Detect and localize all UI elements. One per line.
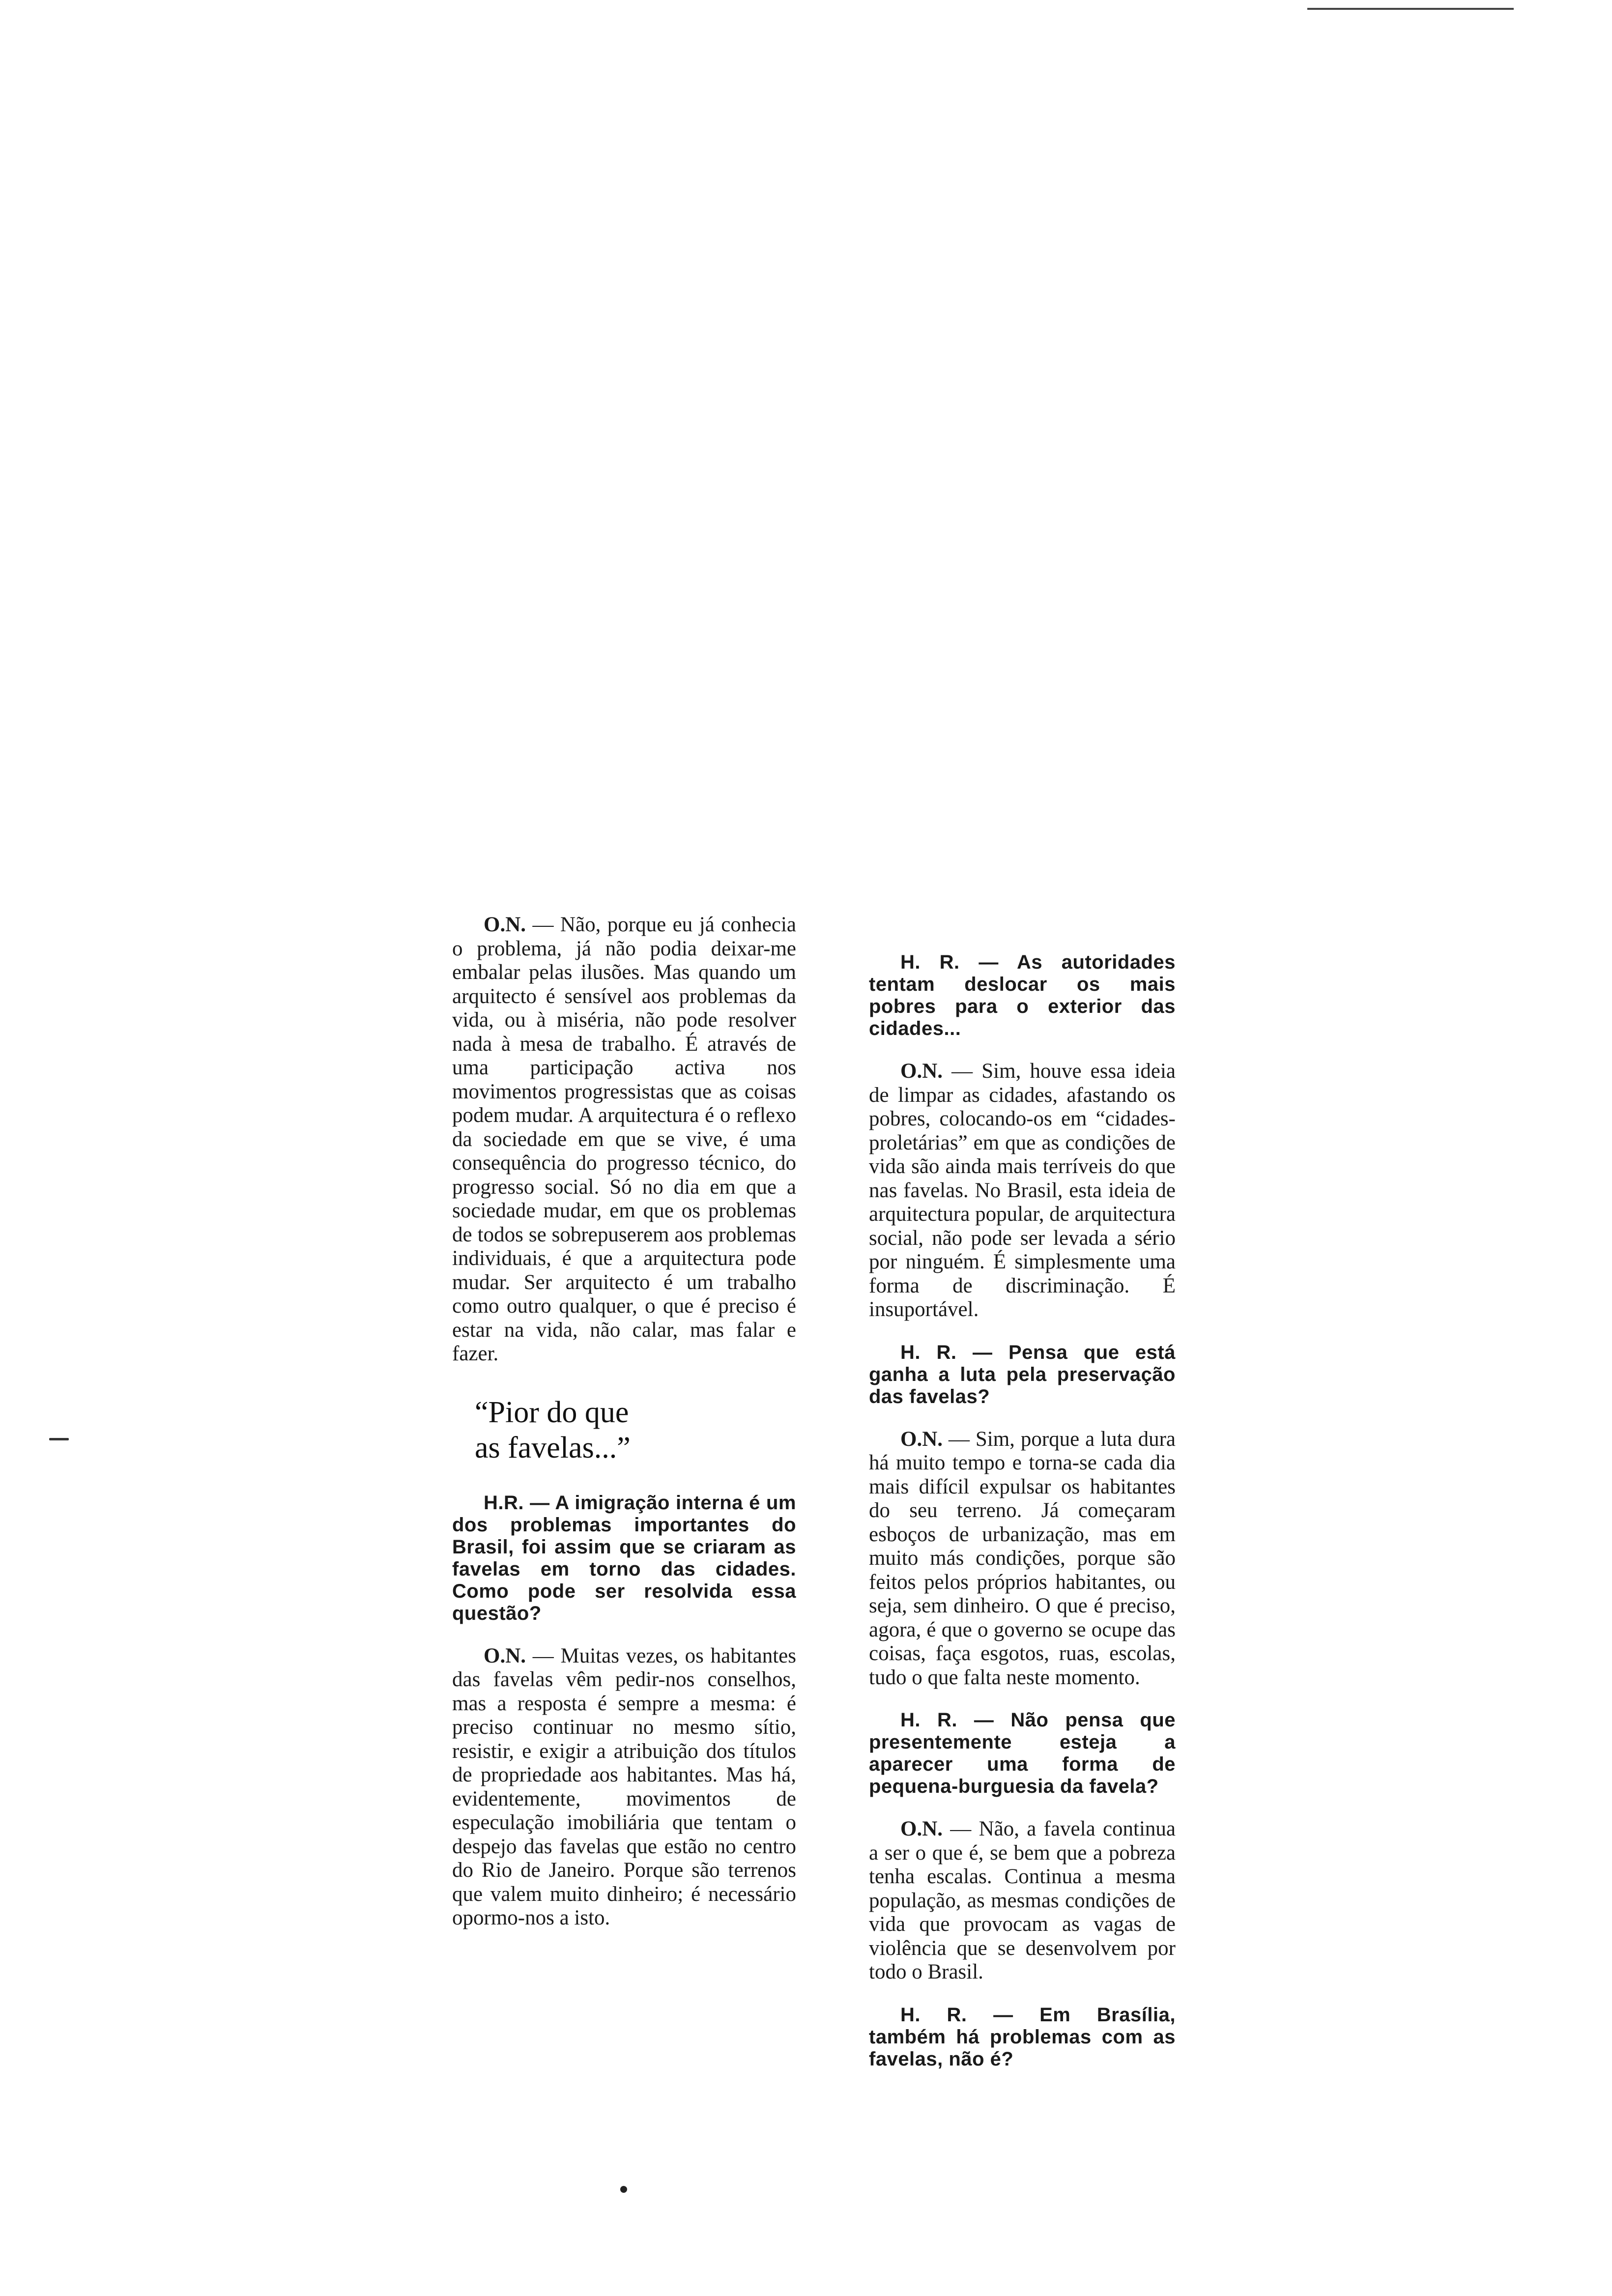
answer-paragraph xyxy=(869,1817,1176,1984)
speaker-label: H. R. xyxy=(900,1709,957,1731)
answer-text: — Não, a favela continua a ser o que é, se bem que a pobreza tenha escalas. Continua a mesma população, as mesmas condições de vida que provocam as vagas de violência que se desenvolvem por todo o Brasil. xyxy=(869,1817,1176,1983)
speaker-label: H. R. xyxy=(900,1341,957,1363)
answer-text: — Muitas vezes, os habitantes das favelas vêm pedir-nos conselhos, mas a resposta é sempre a mesma: é preciso continuar no mesmo sítio, resistir, e exigir a atribuição dos títulos de propriedade aos habitantes. Mas há, evidentemente, movimentos de especulação imobiliária que tentam o despejo das favelas que estão no centro do Rio de Janeiro. Porque são terrenos que valem muito dinheiro; é necessário opormo-nos a isto. xyxy=(452,1644,796,1929)
speaker-label: O.N. xyxy=(900,1060,943,1083)
subheading-line-2: as favelas...” xyxy=(475,1431,631,1464)
answer-text: — Não, porque eu já conhecia o problema, já não podia deixar-me embalar pelas ilusões. Mas quando um arquitecto é sensível aos problemas da vida, ou à miséria, não pode resolver nada à mesa de trabalho. É através de uma participação activa nos movimentos progressistas que as coisas podem mudar. A arquitectura é o reflexo da sociedade em que se vive, é uma consequência do progresso técnico, do progresso social. Só no dia em que a sociedade mudar, em que os problemas de todos se sobrepuserem aos problemas individuais, é que a arquitectura pode mudar. Ser arquitecto é um trabalho como outro qualquer, o que é preciso é estar na vida, não calar, mas falar e fazer. xyxy=(452,913,796,1365)
question-text: — A imigração interna é um dos problemas importantes do Brasil, foi assim que se criaram as favelas em torno das cidades. Como pode ser resolvida essa questão? xyxy=(452,1492,796,1624)
question-text: — Em Brasília, também há problemas com as favelas, não é? xyxy=(869,2004,1176,2070)
speaker-label: O.N. xyxy=(900,1817,943,1840)
answer-paragraph xyxy=(869,1428,1176,1690)
answer-text: — Sim, houve essa ideia de limpar as cidades, afastando os pobres, colocando-os em “cidades-proletárias” em que as condições de vida são ainda mais terríveis do que nas favelas. No Brasil, esta ideia de arquitectura popular, de arquitectura social, não pode ser levada a sério por ninguém. É simplesmente uma forma de discriminação. É insuportável. xyxy=(869,1060,1176,1321)
answer-paragraph xyxy=(452,1644,796,1930)
question-paragraph xyxy=(869,951,1176,1040)
question-paragraph xyxy=(869,1709,1176,1798)
question-text: — As autoridades tentam deslocar os mais pobres para o exterior das cidades... xyxy=(869,951,1176,1039)
speaker-label: O.N. xyxy=(484,913,526,936)
page-dot xyxy=(620,2186,627,2193)
answer-paragraph xyxy=(869,1060,1176,1322)
right-column xyxy=(869,951,1176,2090)
top-rule-line xyxy=(1307,8,1514,10)
speaker-label: H. R. xyxy=(900,2004,967,2026)
section-subheading xyxy=(475,1395,796,1465)
subheading-line-1: “Pior do que xyxy=(475,1395,629,1429)
speaker-label: H.R. xyxy=(484,1492,524,1514)
speaker-label: H. R. xyxy=(900,951,960,973)
question-paragraph xyxy=(869,2004,1176,2070)
answer-text: — Sim, porque a luta dura há muito tempo e torna-se cada dia mais difícil expulsar os habitantes do seu terreno. Já começaram esboços de urbanização, mas em muito más condições, porque são feitos pelos próprios habitantes, ou seja, sem dinheiro. O que é preciso, agora, é que o governo se ocupe das coisas, faça esgotos, ruas, escolas, tudo o que falta neste momento. xyxy=(869,1427,1176,1689)
left-column xyxy=(452,913,796,1950)
answer-paragraph xyxy=(452,913,796,1366)
margin-mark xyxy=(49,1438,69,1440)
question-paragraph xyxy=(869,1342,1176,1408)
question-text: — Não pensa que presentemente esteja a aparecer uma forma de pequena-burguesia da favela? xyxy=(869,1709,1176,1797)
question-text: — Pensa que está ganha a luta pela preservação das favelas? xyxy=(869,1341,1176,1407)
question-paragraph xyxy=(452,1492,796,1625)
speaker-label: O.N. xyxy=(484,1644,526,1667)
speaker-label: O.N. xyxy=(900,1427,943,1451)
